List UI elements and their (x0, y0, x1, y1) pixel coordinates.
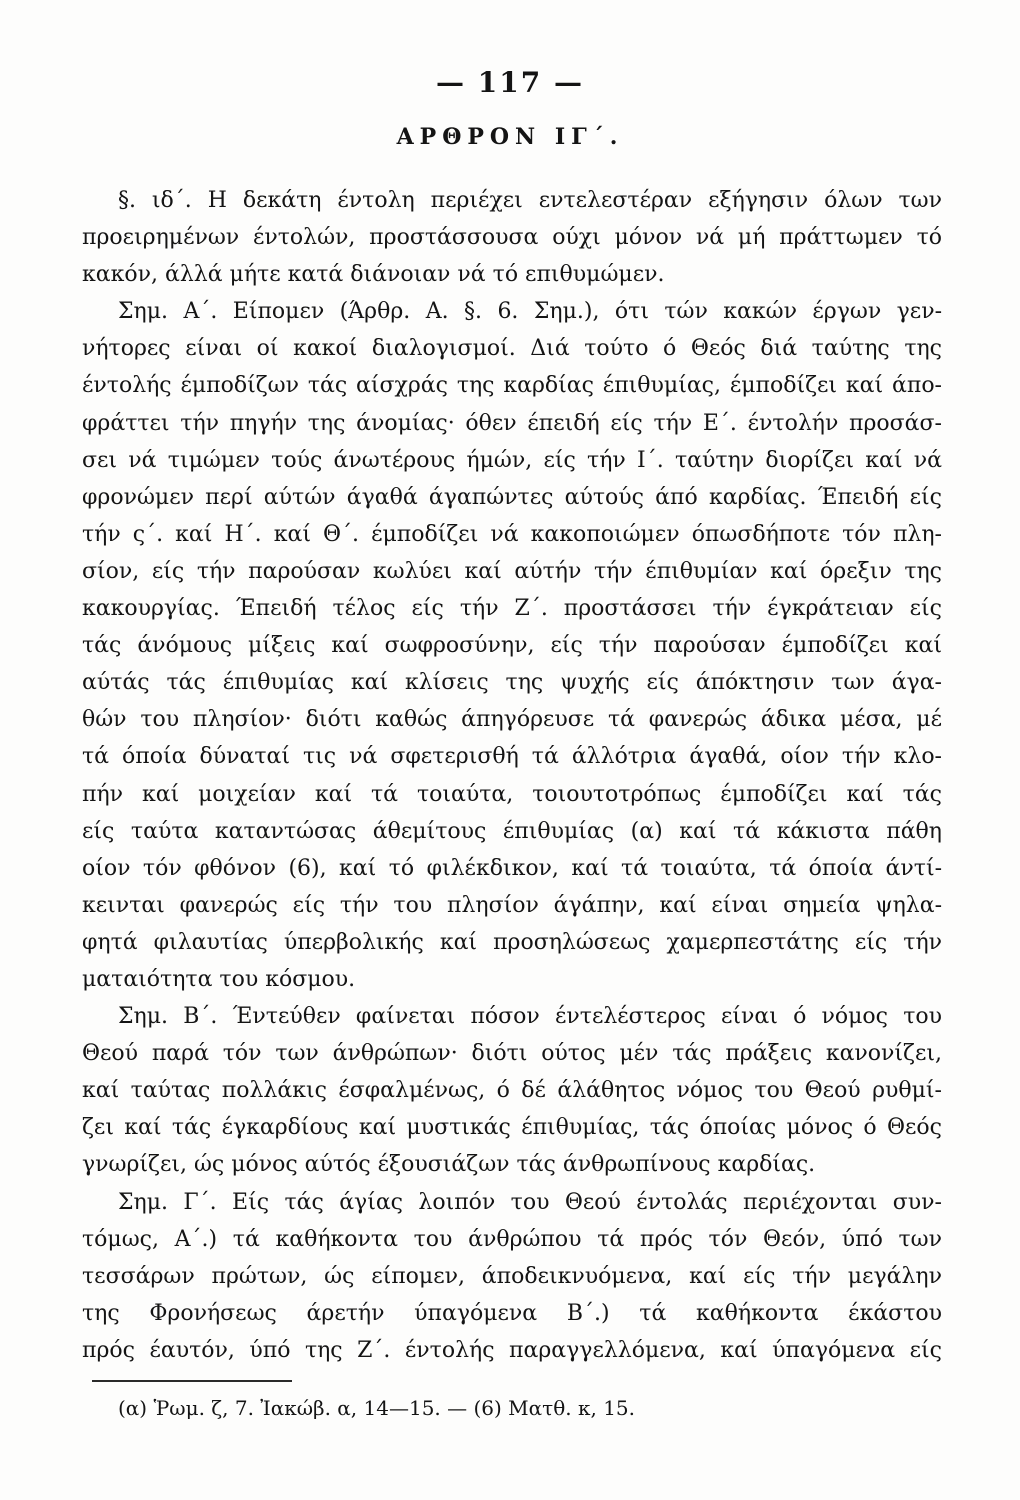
text-line: Σημ. Β΄. Έντεύθεν φαίνεται πόσον έντελέστερος είναι ό νόμος του (118, 1004, 942, 1030)
text-line: Θεού παρά τόν των άνθρώπων· διότι ούτος μέν τάς πράξεις κανονίζει, (82, 1041, 942, 1067)
text-line: φρονώμεν περί αύτών άγαθά άγαπώντες αύτούς άπό καρδίας. Έπειδή είς (82, 484, 942, 510)
text-line: πρός έαυτόν, ύπό της Ζ΄. έντολής παραγγελλόμενα, καί ύπαγόμενα είς (82, 1337, 942, 1363)
text-line: ματαιότητα του κόσμου. (82, 966, 356, 992)
text-line: ζει καί τάς έγκαρδίους καί μυστικάς έπιθυμίας, τάς όποίας μόνος ό Θεός (82, 1115, 942, 1141)
text-line: πήν καί μοιχείαν καί τά τοιαύτα, τοιουτοτρόπως έμποδίζει καί τάς (82, 781, 942, 807)
text-line: καί ταύτας πολλάκις έσφαλμένως, ό δέ άλάθητος νόμος του Θεού ρυθμί- (82, 1078, 942, 1104)
article-heading: ΑΡΘΡΟΝ ΙΓ΄. (396, 124, 624, 150)
footnote-rule (92, 1380, 292, 1382)
text-line: τόμως, Α΄.) τά καθήκοντα του άνθρώπου τά πρός τόν Θεόν, ύπό των (82, 1226, 942, 1252)
text-line: έντολής έμποδίζων τάς αίσχράς της καρδίας έπιθυμίας, έμποδίζει καί άπο- (82, 373, 942, 399)
text-line: κακουργίας. Έπειδή τέλος είς τήν Ζ΄. προστάσσει τήν έγκράτειαν είς (82, 596, 942, 622)
text-line: οίον τόν φθόνον (6), καί τό φιλέκδικον, καί τά τοιαύτα, τά όποία άντί- (82, 855, 942, 881)
text-line: σει νά τιμώμεν τούς άνωτέρους ήμών, είς τήν Ι΄. ταύτην διορίζει καί νά (82, 447, 942, 473)
text-line: Σημ. Γ΄. Είς τάς άγίας λοιπόν του Θεού έντολάς περιέχονται συν- (118, 1189, 942, 1215)
text-line: αύτάς τάς έπιθυμίας καί κλίσεις της ψυχής είς άπόκτησιν των άγα- (82, 670, 942, 696)
text-line: φράττει τήν πηγήν της άνομίας· όθεν έπειδή είς τήν Ε΄. έντολήν προσάσ- (82, 410, 942, 436)
text-line: τάς άνόμους μίξεις καί σωφροσύνην, είς τήν παρούσαν έμποδίζει καί (82, 633, 942, 659)
text-line: είς ταύτα καταντώσας άθεμίτους έπιθυμίας (α) καί τά κάκιστα πάθη (82, 818, 942, 844)
body-text (82, 182, 942, 1369)
text-line: τά όποία δύναταί τις νά σφετερισθή τά άλλότρια άγαθά, οίον τήν κλο- (82, 744, 942, 770)
text-line: §. ιδ΄. Η δεκάτη έντολη περιέχει εντελεστέραν εξήγησιν όλων των (118, 188, 942, 213)
text-line: θών του πλησίον· διότι καθώς άπηγόρευσε τά φανερώς άδικα μέσα, μέ (82, 707, 942, 733)
text-line: προειρημένων έντολών, προστάσσουσα ούχι μόνον νά μή πράττωμεν τό (82, 225, 942, 251)
text-line: τεσσάρων πρώτων, ώς είπομεν, άποδεικνυόμενα, καί είς τήν μεγάλην (82, 1263, 942, 1289)
text-line: κεινται φανερώς είς τήν του πλησίον άγάπην, καί είναι σημεία ψηλα- (82, 892, 942, 918)
text-line: σίον, είς τήν παρούσαν κωλύει καί αύτήν τήν έπιθυμίαν καί όρεξιν της (82, 558, 942, 584)
text-line: τήν ς΄. καί Η΄. καί Θ΄. έμποδίζει νά κακοποιώμεν όπωσδήποτε τόν πλη- (82, 521, 942, 547)
text-line: Σημ. Α΄. Είπομεν (Άρθρ. Α. §. 6. Σημ.), ότι τών κακών έργων γεν- (118, 299, 942, 325)
text-line: κακόν, άλλά μήτε κατά διάνοιαν νά τό επιθυμώμεν. (82, 262, 665, 288)
page-number: — 117 — (436, 66, 584, 99)
text-line: γνωρίζει, ώς μόνος αύτός έξουσιάζων τάς άνθρωπίνους καρδίας. (82, 1152, 816, 1178)
footnote: (α) Ῥωμ. ζ, 7. Ἰακώβ. α, 14—15. — (6) Ματθ. κ, 15. (118, 1396, 636, 1420)
text-line: νήτορες είναι οί κακοί διαλογισμοί. Διά τούτο ό Θεός διά ταύτης της (82, 336, 942, 362)
text-line: φητά φιλαυτίας ύπερβολικής καί προσηλώσεως χαμερπεστάτης είς τήν (82, 929, 942, 955)
text-line: της Φρονήσεως άρετήν ύπαγόμενα Β΄.) τά καθήκοντα έκάστου (82, 1300, 942, 1326)
